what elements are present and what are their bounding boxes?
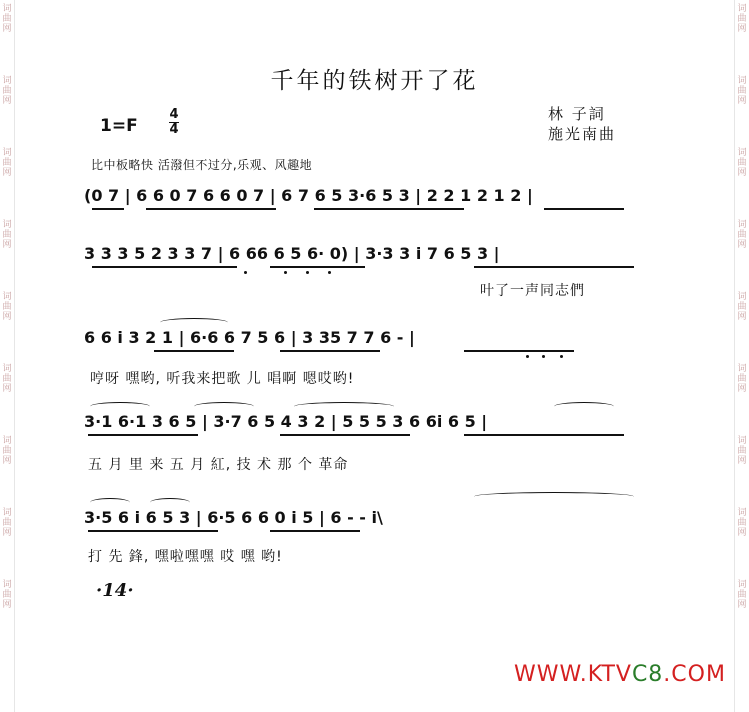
octave-dot <box>284 271 287 274</box>
composer-credit: 施光南曲 <box>548 125 617 143</box>
staff-row <box>84 508 644 565</box>
time-signature-top: 4 <box>169 107 179 122</box>
watermark-text: 词曲网 <box>737 436 747 466</box>
slur-mark <box>554 402 614 411</box>
beam-line <box>280 434 410 436</box>
octave-dot <box>306 271 309 274</box>
time-signature-bottom: 4 <box>169 122 179 137</box>
beam-line <box>314 208 464 210</box>
watermark-text: 词曲网 <box>737 76 747 106</box>
site-url-prefix: WWW.KTV <box>514 662 632 687</box>
watermark-text: 词曲网 <box>737 508 747 538</box>
beam-line <box>270 266 365 268</box>
watermark-text: 词曲网 <box>737 292 747 322</box>
lyric-line: 叶了一声同志們 <box>480 283 585 299</box>
slur-mark <box>294 402 394 411</box>
watermark-text: 词曲网 <box>2 364 12 394</box>
beam-line <box>280 350 380 352</box>
octave-dot <box>560 355 563 358</box>
beam-line <box>270 530 360 532</box>
octave-dot <box>244 271 247 274</box>
octave-dot <box>526 355 529 358</box>
song-title: 千年的铁树开了花 <box>270 68 479 94</box>
staff-row <box>84 412 644 473</box>
lyricist-credit: 林 子詞 <box>548 105 606 123</box>
watermark-text: 词曲网 <box>2 292 12 322</box>
beam-line <box>464 350 574 352</box>
watermark-text: 词曲网 <box>2 436 12 466</box>
beam-line <box>474 266 634 268</box>
beam-line <box>92 208 124 210</box>
slur-mark <box>194 402 254 411</box>
beam-line <box>92 266 237 268</box>
lyric-line: 哼呀 嘿哟, 听我来把歌 儿 唱啊 嗯哎哟! <box>90 371 355 387</box>
notes-line: 3·5 6 i 6 5 3 | 6·5 6 6 0 i 5 | 6 - - i\ <box>84 508 383 527</box>
site-url-suffix: .COM <box>663 662 726 687</box>
time-signature <box>169 108 179 137</box>
beam-line <box>146 208 276 210</box>
octave-dot <box>328 271 331 274</box>
slur-mark <box>90 498 130 507</box>
watermark-text: 词曲网 <box>2 148 12 178</box>
slur-mark <box>474 492 634 501</box>
left-watermark-strip <box>0 0 15 712</box>
slur-mark <box>90 402 150 411</box>
watermark-text: 词曲网 <box>2 508 12 538</box>
octave-dot <box>542 355 545 358</box>
watermark-text: 词曲网 <box>737 220 747 250</box>
watermark-text: 词曲网 <box>2 76 12 106</box>
page-number: ·14· <box>96 580 134 601</box>
watermark-text: 词曲网 <box>737 4 747 34</box>
notes-line: 3 3 3 5 2 3 3 7 | 6 66 6 5 6· 0) | 3·3 3 i 7 6 5 3 | <box>84 244 500 263</box>
lyric-line: 五 月 里 来 五 月 紅, 技 术 那 个 革命 <box>88 457 349 473</box>
beam-line <box>544 208 624 210</box>
tempo-marking: 比中板略快 活潑但不过分,乐观、风趣地 <box>91 158 313 172</box>
watermark-text: 词曲网 <box>2 4 12 34</box>
staff-row <box>84 186 644 212</box>
site-url[interactable] <box>514 662 726 687</box>
beam-line <box>88 530 218 532</box>
watermark-text: 词曲网 <box>737 580 747 610</box>
watermark-text: 词曲网 <box>2 220 12 250</box>
watermark-text: 词曲网 <box>737 364 747 394</box>
key-signature: 1=F <box>100 116 138 136</box>
credits <box>548 104 616 144</box>
slur-mark <box>150 498 190 507</box>
beam-line <box>88 434 198 436</box>
beam-line <box>464 434 624 436</box>
site-url-highlight: C8 <box>631 662 664 687</box>
right-watermark-strip <box>734 0 749 712</box>
watermark-text: 词曲网 <box>2 580 12 610</box>
watermark-text: 词曲网 <box>737 148 747 178</box>
staff-row <box>84 244 644 299</box>
beam-line <box>154 350 234 352</box>
lyric-line: 打 先 鋒, 嘿啦嘿嘿 哎 嘿 哟! <box>88 549 283 565</box>
notes-line: (0 7 | 6 6 0 7 6 6 0 7 | 6 7 6 5 3·6 5 3 | 2 2 1 2 1 2 | <box>84 186 533 205</box>
notes-line: 6 6 i 3 2 1 | 6·6 6 7 5 6 | 3 35 7 7 6 - | <box>84 328 415 347</box>
notes-line: 3·1 6·1 3 6 5 | 3·7 6 5 4 3 2 | 5 5 5 3 6 6i 6 5 | <box>84 412 488 431</box>
slur-mark <box>160 318 228 327</box>
staff-row <box>84 328 644 387</box>
